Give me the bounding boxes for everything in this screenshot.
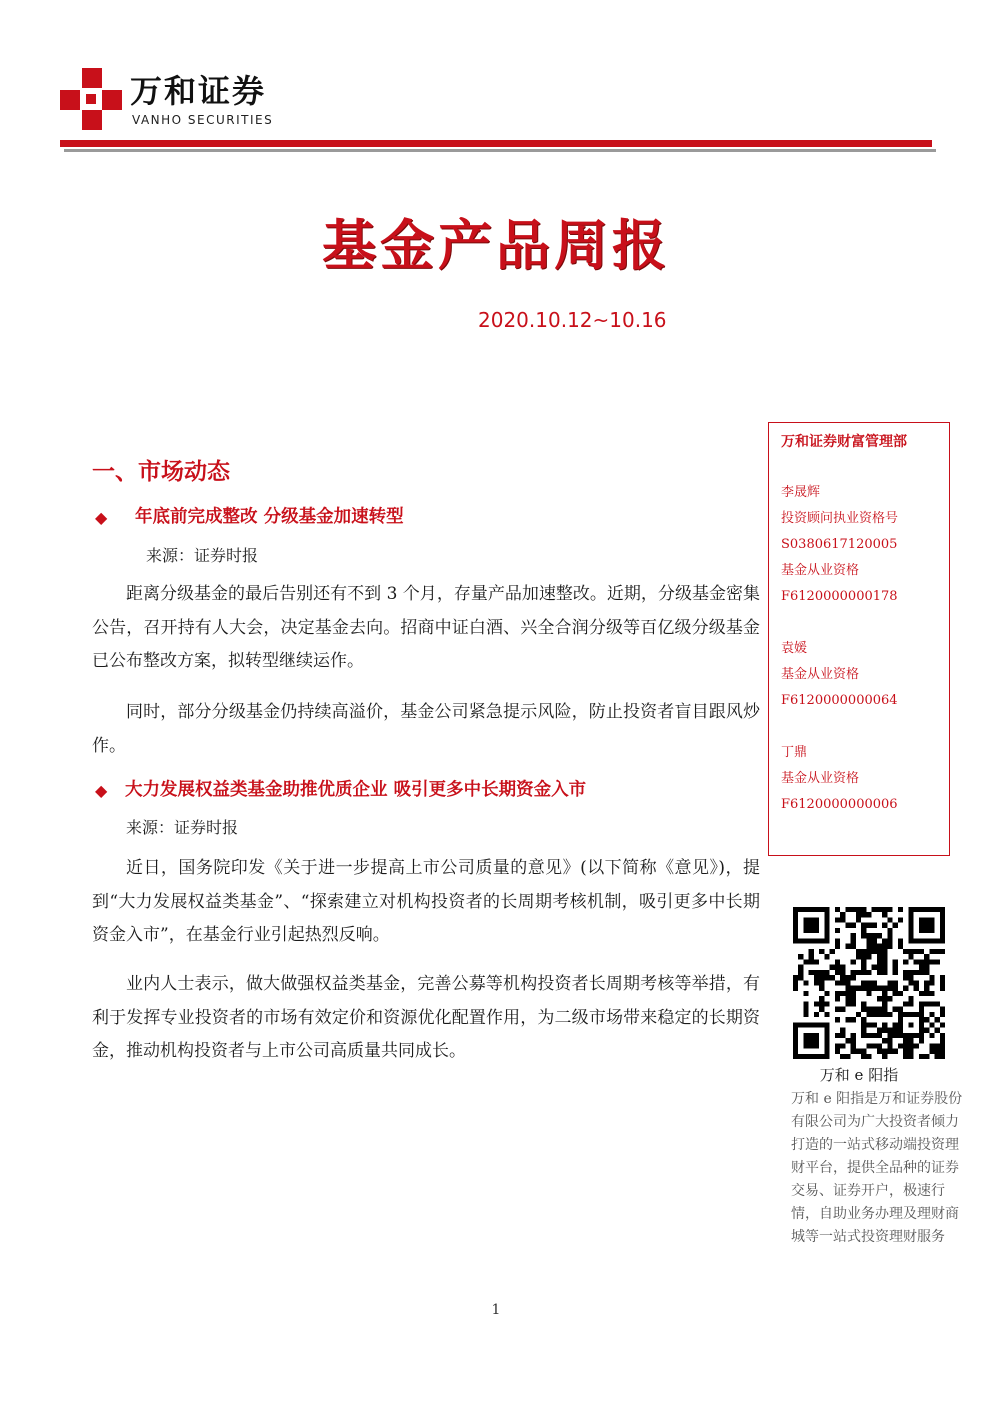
news-source: 来源：证券时报 bbox=[146, 546, 259, 565]
analyst-credential: F6120000000178 bbox=[781, 589, 898, 604]
analyst-credential: 基金从业资格 bbox=[781, 563, 860, 578]
logo-english-name: VANHO SECURITIES bbox=[132, 113, 274, 127]
analyst-name: 袁媛 bbox=[781, 641, 808, 656]
analyst-credential: F6120000000064 bbox=[781, 693, 898, 708]
header-divider-gray bbox=[64, 149, 936, 152]
company-logo bbox=[60, 68, 290, 134]
news-source: 来源：证券时报 bbox=[126, 818, 239, 837]
report-title: 基金产品周报 bbox=[322, 213, 670, 277]
qr-code-icon[interactable] bbox=[793, 907, 945, 1059]
analyst-credential: 基金从业资格 bbox=[781, 667, 860, 682]
analyst-credential: S0380617120005 bbox=[781, 537, 898, 552]
header-divider-red bbox=[60, 140, 932, 147]
news-paragraph: 近日，国务院印发《关于进一步提高上市公司质量的意见》(以下简称《意见》)，提到“大力发展权益类基金”、“探索建立对机构投资者的长周期考核机制，吸引更多中长期资金入市”，在基金行业引起热烈反响。 bbox=[92, 858, 760, 945]
analyst-credential: 投资顾问执业资格号 bbox=[781, 511, 899, 526]
analyst-name: 丁鼎 bbox=[781, 745, 808, 760]
app-description: 万和 e 阳指是万和证券股份有限公司为广大投资者倾力打造的一站式移动端投资理财平台，提供全品种的证券交易、证券开户，极速行情，自助业务办理及理财商城等一站式投资理财服务 bbox=[791, 1091, 963, 1245]
department-name: 万和证券财富管理部 bbox=[781, 434, 907, 450]
analyst-name: 李晟辉 bbox=[781, 485, 821, 500]
diamond-bullet-icon: ◆ bbox=[95, 508, 108, 527]
qr-caption: 万和 e 阳指 bbox=[819, 1066, 899, 1084]
news-paragraph: 同时，部分分级基金仍持续高溢价，基金公司紧急提示风险，防止投资者盲目跟风炒作。 bbox=[92, 702, 760, 756]
vanho-logo-icon bbox=[60, 68, 122, 130]
news-paragraph: 业内人士表示，做大做强权益类基金，完善公募等机构投资者长周期考核等举措，有利于发挥专业投资者的市场有效定价和资源优化配置作用，为二级市场带来稳定的长期资金，推动机构投资者与上市公司高质量共同成长。 bbox=[92, 974, 760, 1061]
diamond-bullet-icon: ◆ bbox=[95, 781, 108, 800]
news-title: 大力发展权益类基金助推优质企业 吸引更多中长期资金入市 bbox=[125, 780, 587, 800]
analyst-credential: F6120000000006 bbox=[781, 797, 898, 812]
news-paragraph: 距离分级基金的最后告别还有不到 3 个月，存量产品加速整改。近期，分级基金密集公告，召开持有人大会，决定基金去向。招商中证白酒、兴全合润分级等百亿级分级基金已公布整改方案，拟转型继续运作。 bbox=[92, 584, 760, 671]
section-heading: 一、市场动态 bbox=[92, 458, 230, 485]
analyst-info-box bbox=[768, 422, 950, 856]
news-title: 年底前完成整改 分级基金加速转型 bbox=[135, 507, 404, 527]
report-date-range: 2020.10.12~10.16 bbox=[478, 308, 667, 332]
page-number: 1 bbox=[491, 1302, 501, 1318]
analyst-credential: 基金从业资格 bbox=[781, 771, 860, 786]
logo-chinese-name: 万和证券 bbox=[130, 72, 267, 110]
